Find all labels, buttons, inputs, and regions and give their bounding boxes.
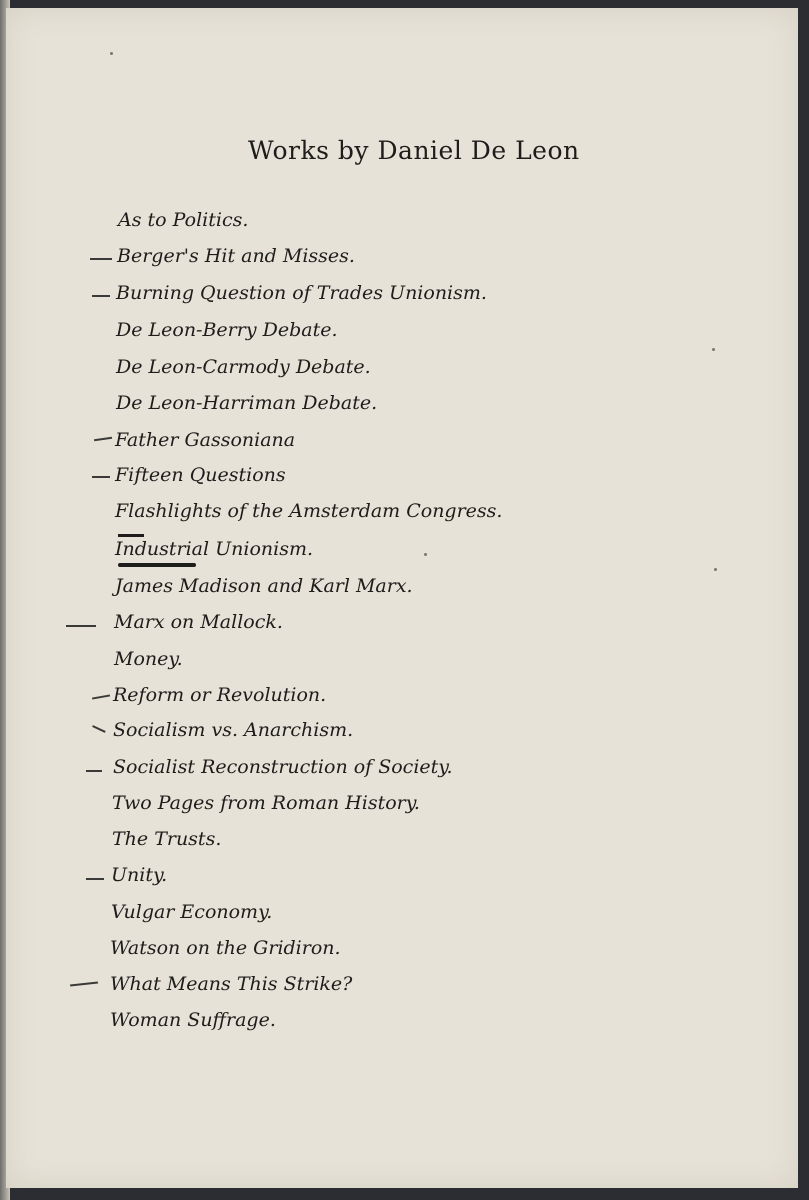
list-item: Watson on the Gridiron. [110, 937, 341, 959]
list-item: Industrial Unionism. [115, 538, 314, 560]
list-item: Burning Question of Trades Unionism. [116, 282, 487, 304]
paper-speck [712, 348, 715, 351]
list-item: Vulgar Economy. [111, 901, 273, 923]
list-item: James Madison and Karl Marx. [115, 575, 413, 597]
book-page [6, 8, 798, 1188]
ink-underline-mark [118, 563, 196, 567]
pencil-tick-mark [92, 295, 110, 297]
pencil-tick-mark [66, 625, 96, 627]
list-item: Unity. [111, 864, 168, 886]
list-item: Flashlights of the Amsterdam Congress. [115, 500, 503, 522]
pencil-tick-mark [92, 476, 110, 478]
list-item: De Leon-Berry Debate. [116, 319, 338, 341]
list-item: De Leon-Harriman Debate. [116, 392, 378, 414]
pencil-tick-mark [86, 878, 104, 880]
paper-speck [424, 553, 427, 556]
list-item: De Leon-Carmody Debate. [116, 356, 371, 378]
paper-speck [110, 52, 113, 55]
list-item: Berger's Hit and Misses. [117, 245, 355, 267]
list-item: Money. [114, 648, 183, 670]
ink-overline-mark [118, 534, 144, 537]
list-item: Fifteen Questions [115, 464, 286, 486]
list-item: Two Pages from Roman History. [112, 792, 420, 814]
list-item: Father Gassoniana [115, 429, 296, 451]
list-item: Reform or Revolution. [113, 684, 327, 706]
works-list [6, 8, 798, 1188]
page-title: Works by Daniel De Leon [248, 136, 580, 165]
list-item: As to Politics. [118, 209, 249, 231]
list-item: Socialist Reconstruction of Society. [113, 756, 453, 778]
list-item: What Means This Strike? [110, 973, 353, 995]
pencil-tick-mark [86, 770, 102, 772]
list-item: The Trusts. [112, 828, 222, 850]
pencil-tick-mark [90, 258, 112, 260]
paper-speck [714, 568, 717, 571]
list-item: Marx on Mallock. [114, 611, 283, 633]
list-item: Socialism vs. Anarchism. [113, 719, 354, 741]
list-item: Woman Suffrage. [110, 1009, 276, 1031]
